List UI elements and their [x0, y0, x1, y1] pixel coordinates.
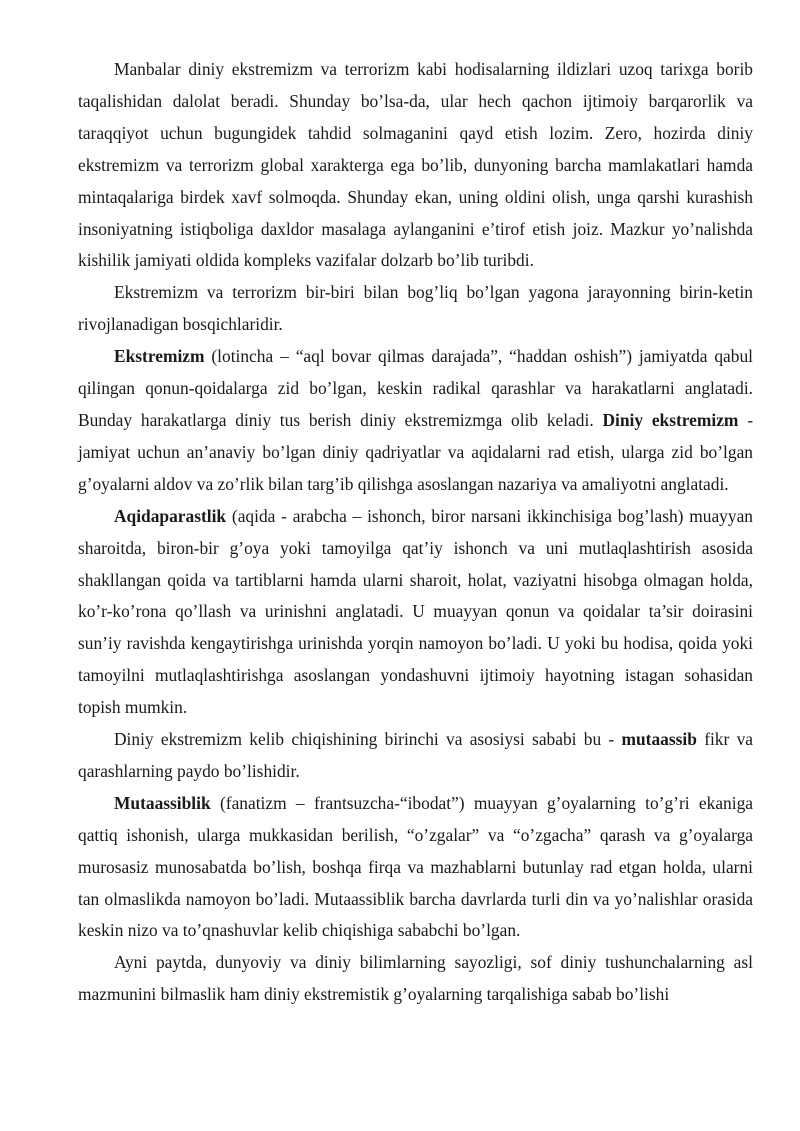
paragraph-mutaassiblik-definition — [78, 788, 753, 948]
paragraph-text: Manbalar diniy ekstremizm va terrorizm kabi hodisalarning ildizlari uzoq tarixga borib taqalishidan dalolat beradi. Shunday bo’lsa-da, ular hech qachon ijtimoiy barqarorlik va taraqqiyot uchun bugungidek tahdid solmaganini qayd etish lozim. Zero, hozirda diniy ekstremizm va terrorizm global xarakterga ega bo’lib, dunyoning barcha mamlakatlari hamda mintaqalariga birdek xavf solmoqda. Shunday ekan, uning oldini olish, unga qarshi kurashish insoniyatning istiqboliga daxldor masalaga aylanganini e’tirof etish joiz. Mazkur yo’nalishda kishilik jamiyati oldida kompleks vazifalar dolzarb bo’lib turibdi. — [78, 59, 753, 271]
paragraph-knowledge — [78, 947, 753, 1011]
paragraph-text: Diniy ekstremizm kelib chiqishining birinchi va asosiysi sababi bu - — [114, 729, 622, 750]
paragraph-intro — [78, 54, 753, 277]
paragraph-text: (fanatizm – frantsuzcha-“ibodat”) muayyan g’oyalarning to’g’ri ekaniga qattiq ishonish, ularga mukkasidan berilish, “o’zgalar” va “o’zgacha” qarash va g’oyalarga murosasiz munosabatda bo’lish, boshqa firqa va mazhablarni butunlay rad etgan holda, ularni tan olmaslikda namoyon bo’ladi. Mutaassiblik barcha davrlarda turli din va yo’nalishlar orasida keskin nizo va to’qnashuvlar kelib chiqishiga sababchi bo’lgan. — [78, 792, 753, 941]
paragraph-text: Ayni paytda, dunyoviy va diniy bilimlarning sayozligi, sof diniy tushunchalarning asl mazmunini bilmaslik ham diniy ekstremistik g’oyalarning tarqalishiga sabab bo’lishi — [78, 952, 753, 1005]
paragraph-aqidaparastlik-definition — [78, 501, 753, 724]
term-mutaassib: mutaassib — [621, 729, 697, 750]
paragraph-text: (lotincha – “aql bovar qilmas darajada”, “haddan oshish”) jamiyatda qabul qilingan qonun-qoidalarga zid bo’lgan, keskin radikal qarashlar va harakatlarni anglatadi. Bunday harakatlarga diniy tus berish diniy ekstremizmga olib keladi. — [78, 346, 753, 430]
paragraph-text: Ekstremizm va terrorizm bir-biri bilan bog’liq bo’lgan yagona jarayonning birin-ketin rivojlanadigan bosqichlaridir. — [78, 282, 753, 335]
paragraph-first-cause — [78, 724, 753, 788]
paragraph-ekstremizm-definition — [78, 341, 753, 501]
paragraph-text: (aqida - arabcha – ishonch, biror narsani ikkinchisiga bog’lash) muayyan sharoitda, biron-bir g’oya yoki tamoyilga qat’iy ishonch va uni mutlaqlashtirish asosida shakllangan qoida va tartiblarni hamda ularni sharoit, holat, vaziyatni hisobga olmagan holda, ko’r-ko’rona qo’llash va urinishni anglatadi. U muayyan qonun va qoidalar ta’sir doirasini sun’iy ravishda kengaytirishga urinishda yorqin namoyon bo’ladi. U yoki bu hodisa, qoida yoki tamoyilni mutlaqlashtirishga asoslangan yondashuvni ijtimoiy hayotning istagan sohasidan topish mumkin. — [78, 505, 753, 718]
document-page — [78, 54, 753, 1011]
term-mutaassiblik: Mutaassiblik — [114, 792, 211, 813]
paragraph-text: - jamiyat uchun an’anaviy bo’lgan diniy qadriyatlar va aqidalarni rad etish, ularga zid bo’lgan g’oyalarni aldov va zo’rlik bilan targ’ib qilishga asoslangan nazariya va amaliyotni anglatadi. — [78, 409, 753, 494]
paragraph-stages — [78, 277, 753, 341]
term-diniy-ekstremizm: Diniy ekstremizm — [602, 409, 739, 430]
term-ekstremizm: Ekstremizm — [114, 346, 205, 367]
paragraph-text: fikr va qarashlarning paydo bo’lishidir. — [78, 729, 753, 781]
term-aqidaparastlik: Aqidaparastlik — [114, 505, 227, 526]
